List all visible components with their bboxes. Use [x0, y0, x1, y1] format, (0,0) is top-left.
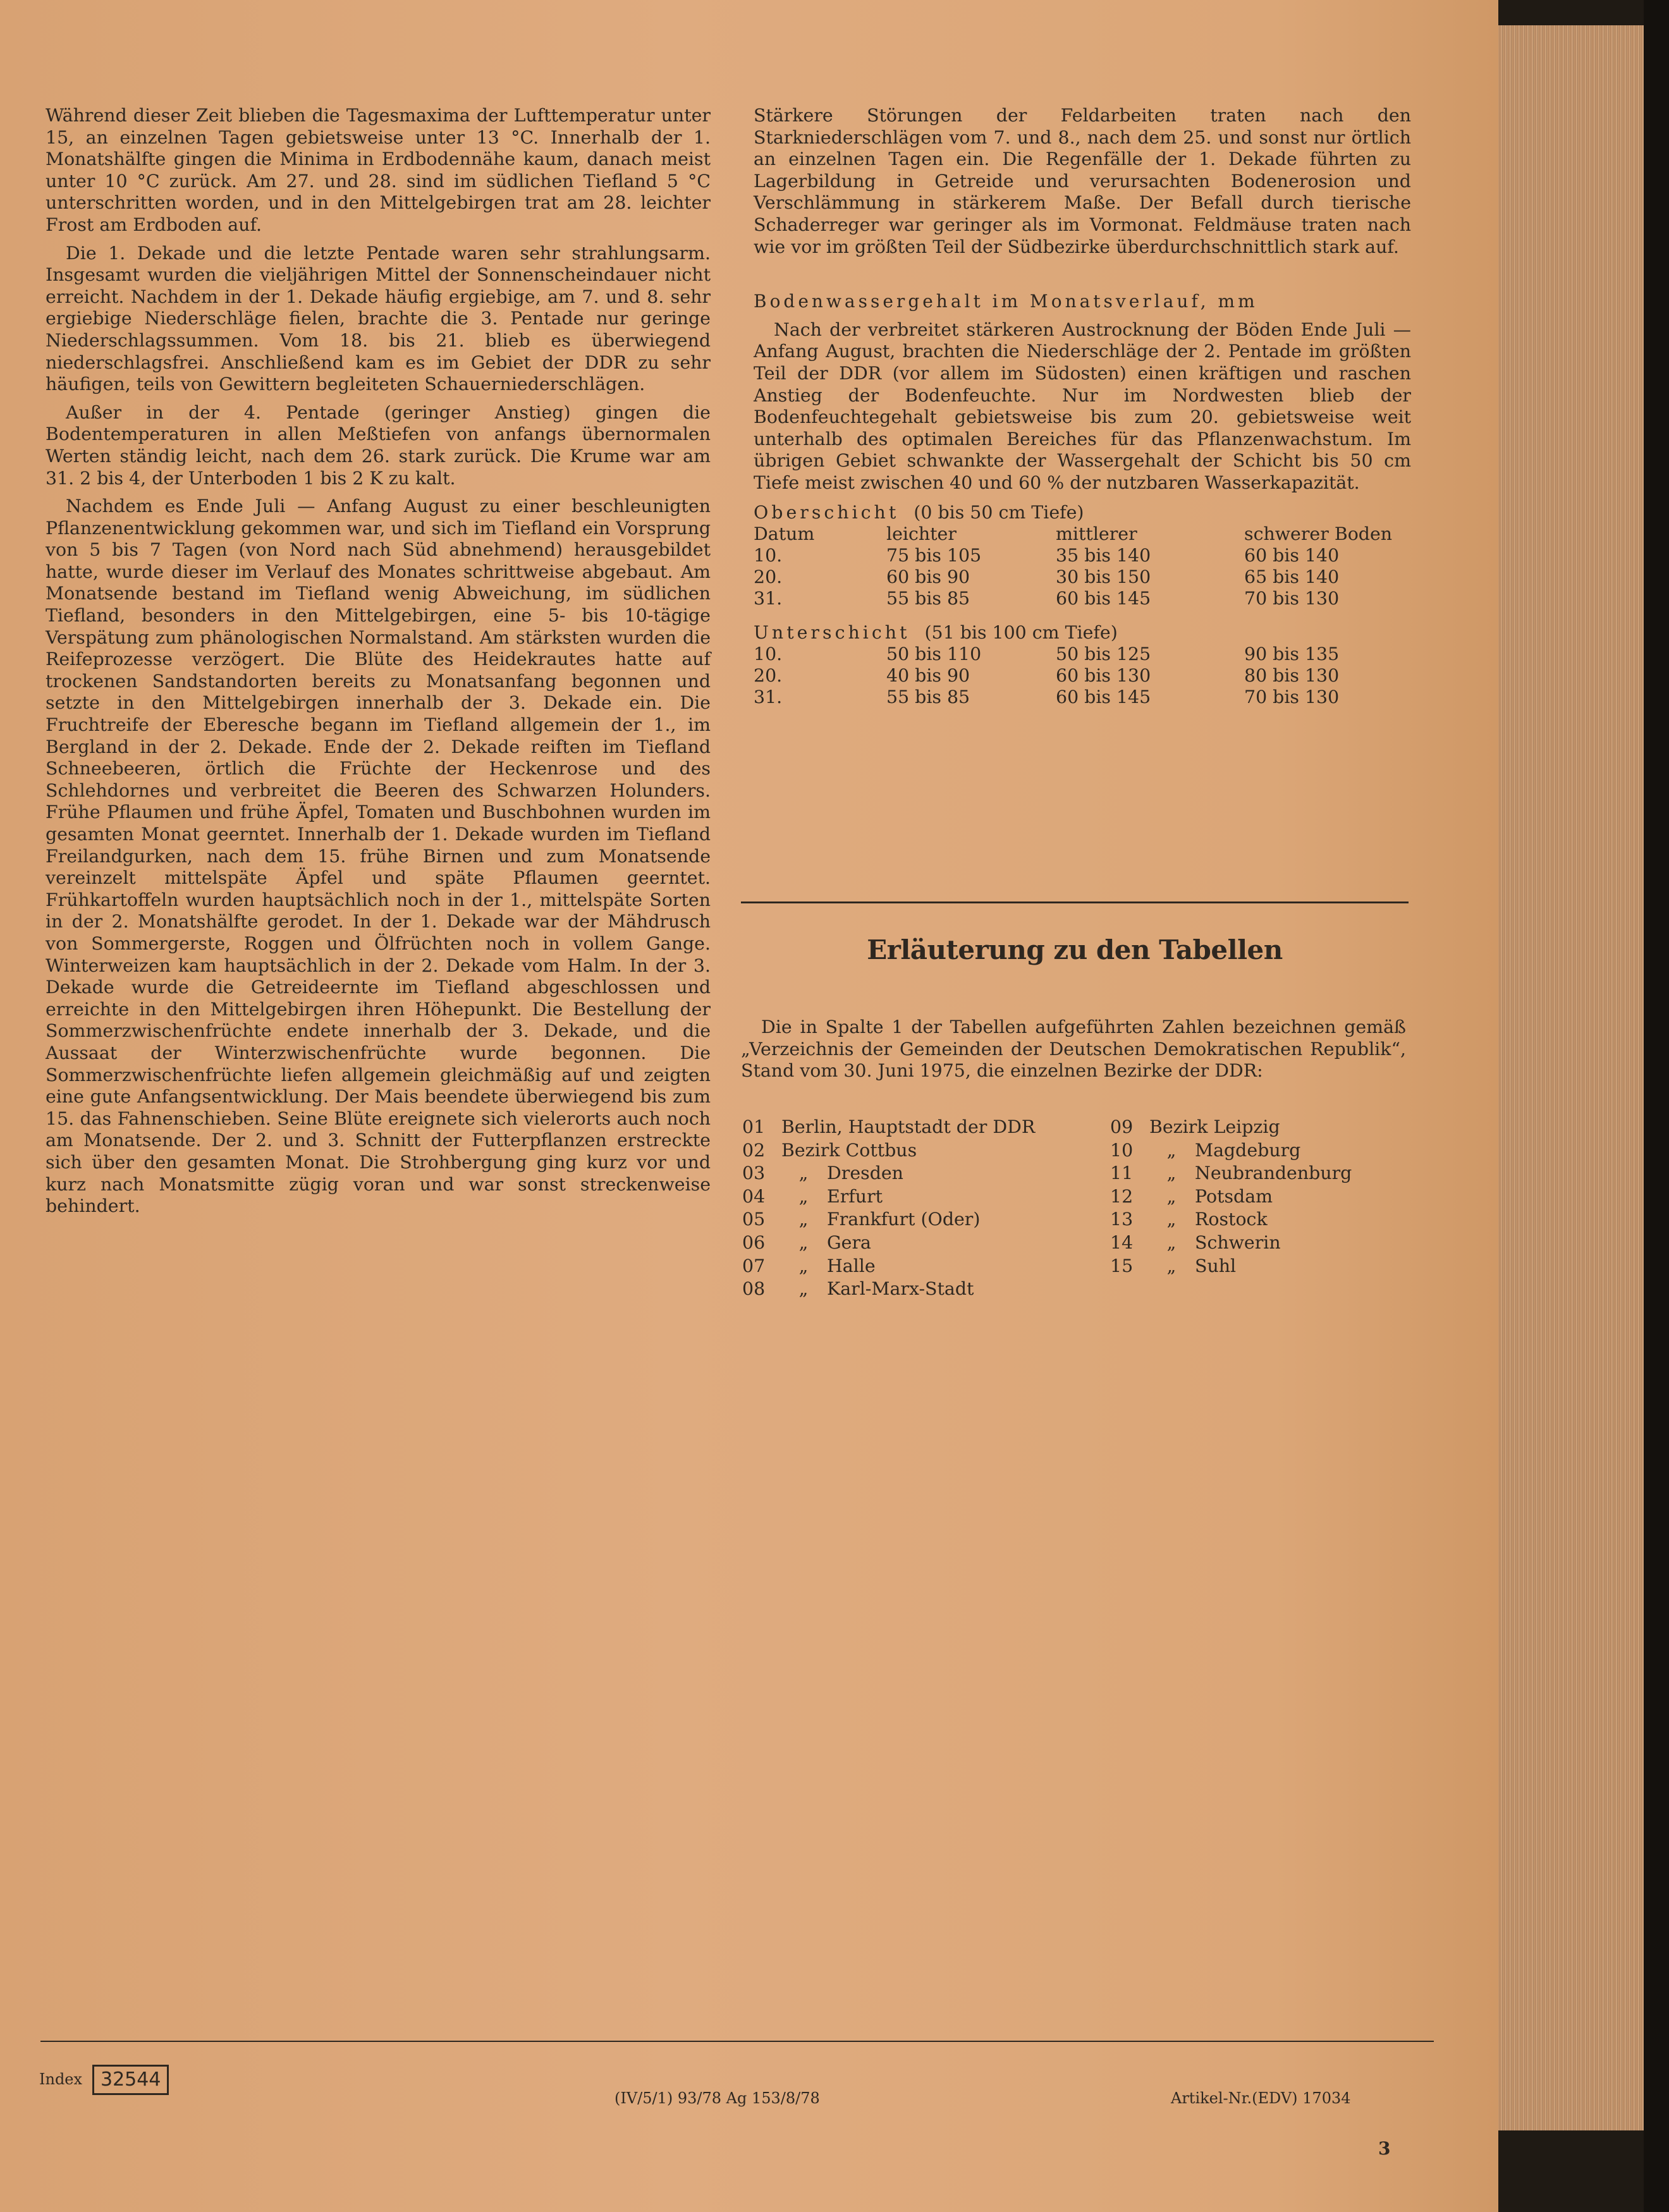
district-name: Potsdam: [1195, 1185, 1273, 1207]
district-name: Berlin, Hauptstadt der DDR: [781, 1116, 1036, 1137]
table-cell: 70 bis 130: [1244, 686, 1340, 707]
list-item: [742, 1186, 1035, 1208]
paragraph: Während dieser Zeit blieben die Tagesmaxima der Lufttemperatur unter 15, an einzelnen Tagen gebietsweise unter 13 °C. Innerhalb der 1. Monatshälfte gingen die Minima in Erdbodennähe kaum, danach meist unter 10 °C zurück. Am 27. und 28. sind im südlichen Tiefland 5 °C unterschritten worden, und in den Mittelgebirgen trat am 28. leichter Frost am Erdboden auf.: [46, 105, 711, 235]
district-name: Schwerin: [1195, 1231, 1281, 1253]
column-header: leichter: [886, 523, 957, 544]
left-text-column: [46, 105, 711, 1224]
upper-layer-depth: (0 bis 50 cm Tiefe): [914, 501, 1084, 523]
table-row: [754, 566, 1411, 588]
ditto-mark: „: [798, 1185, 809, 1207]
paragraph: Außer in der 4. Pentade (geringer Anstieg) gingen die Bodentemperaturen in allen Meßtiefen von anfangs übernormalen Werten ständig leicht, nach dem 26. stark zurück. Die Krume war am 31. 2 bis 4, der Unterboden 1 bis 2 K zu kalt.: [46, 401, 711, 489]
ditto-mark: „: [798, 1231, 809, 1253]
scan-background: [1644, 0, 1669, 2212]
table-cell: 55 bis 85: [886, 587, 970, 609]
table-cell: 20.: [754, 566, 783, 587]
lower-layer-depth: (51 bis 100 cm Tiefe): [924, 621, 1118, 643]
list-item: [742, 1256, 1035, 1278]
district-number: 08: [742, 1278, 766, 1300]
district-name: Bezirk Leipzig: [1149, 1116, 1280, 1137]
list-item: [742, 1232, 1035, 1254]
district-number: 14: [1110, 1231, 1134, 1253]
lower-layer-label: Unterschicht: [754, 621, 910, 643]
list-item: [1110, 1186, 1352, 1208]
district-list: [741, 1115, 1036, 1302]
table-row: [754, 644, 1411, 665]
district-number: 06: [742, 1231, 766, 1253]
upper-layer-label: Oberschicht: [754, 501, 900, 523]
district-list: [1109, 1115, 1353, 1278]
ditto-mark: „: [1166, 1209, 1177, 1230]
table-cell: 80 bis 130: [1244, 664, 1340, 686]
paragraph: Nachdem es Ende Juli — Anfang August zu einer beschleunigten Pflanzenentwicklung gekommen war, und sich im Tiefland ein Vorsprung von 5 bis 7 Tagen (von Nord nach Süd abnehmend) herausgebildet hatte, wurde dieser im Verlauf des Monates schrittweise abgebaut. Am Monatsende bestand im Tiefland wenig Abweichung, im südlichen Tiefland, besonders in den Mittelgebirgen, eine 5- bis 10-tägige Verspätung zum phänologischen Normalstand. Am stärksten wurden die Reifeprozesse verzögert. Die Blüte des Heidekrautes hatte auf trockenen Sandstandorten bereits zu Monatsanfang begonnen und setzte in den Mittelgebirgen innerhalb der 3. Dekade ein. Die Fruchtreife der Eberesche begann im Tiefland allgemein der 1., im Bergland in der 2. Dekade. Ende der 2. Dekade reiften im Tiefland Schneebeeren, örtlich die Früchte der Heckenrose und des Schlehdornes und verbreitet die Beeren des Schwarzen Holunders. Frühe Pflaumen und frühe Äpfel, Tomaten und Buschbohnen wurden im gesamten Monat geerntet. Innerhalb der 1. Dekade wurden im Tiefland Freilandgurken, nach dem 15. frühe Birnen und zum Monatsende vereinzelt mittelspäte Äpfel und späte Pflaumen geerntet. Frühkartoffeln wurden hauptsächlich noch in der 1., mittelspäte Sorten in der 2. Monatshälfte gerodet. In der 1. Dekade war der Mähdrusch von Sommergerste, Roggen und Ölfrüchten noch in vollem Gange. Winterweizen kam hauptsächlich in der 2. Dekade vom Halm. In der 3. Dekade wurde die Getreideernte im Tiefland abgeschlossen und erreichte in den Mittelgebirgen ihren Höhepunkt. Die Bestellung der Sommerzwischenfrüchte endete innerhalb der 3. Dekade, und die Aussaat der Winterzwischenfrüchte wurde begonnen. Die Sommerzwischenfrüchte liefen allgemein gleichmäßig auf und zeigten eine gute Anfangsentwicklung. Der Mais beendete überwiegend bis zum 15. das Fahnenschieben. Seine Blüte ereignete sich vielerorts auch noch am Monatsende. Der 2. und 3. Schnitt der Futterpflanzen erstreckte sich über den gesamten Monat. Die Strohbergung ging kurz vor und kurz nach Monatsmitte zügig voran und war sonst streckenweise behindert.: [46, 496, 711, 1217]
table-cell: 40 bis 90: [886, 664, 970, 686]
district-number: 03: [742, 1163, 766, 1184]
lower-layer-caption: [754, 622, 1411, 644]
table-cell: 65 bis 140: [1244, 566, 1340, 587]
table-row: [754, 687, 1411, 708]
column-header: schwerer Boden: [1244, 523, 1393, 544]
table-cell: 55 bis 85: [886, 686, 970, 707]
page-number: 3: [1378, 2138, 1391, 2159]
index-number-box: 32544: [92, 2065, 169, 2095]
district-name: Frankfurt (Oder): [827, 1209, 981, 1230]
legend-title: Erläuterung zu den Tabellen: [867, 934, 1283, 965]
table-cell: 60 bis 145: [1056, 686, 1151, 707]
legend-intro: [741, 1017, 1406, 1082]
district-number: 02: [742, 1139, 766, 1161]
table-cell: 50 bis 125: [1056, 643, 1151, 664]
district-name: Karl-Marx-Stadt: [827, 1278, 974, 1300]
section-divider: [741, 901, 1409, 903]
book-page-edges: [1498, 25, 1645, 2130]
ditto-mark: „: [798, 1278, 809, 1300]
district-number: 12: [1110, 1185, 1134, 1207]
district-name: Halle: [827, 1255, 876, 1276]
article-number: Artikel-Nr.(EDV) 17034: [1171, 2089, 1351, 2107]
table-cell: 50 bis 110: [886, 643, 982, 664]
table-cell: 60 bis 145: [1056, 587, 1151, 609]
list-item: [1110, 1256, 1352, 1278]
paragraph: Nach der verbreitet stärkeren Austrocknung der Böden Ende Juli — Anfang August, brachten die Niederschläge der 2. Pentade im größten Teil der DDR (vor allem im Südosten) einen kräftigen und raschen Anstieg der Bodenfeuchte. Nur im Nordwesten blieb der Bodenfeuchtegehalt gebietsweise bis zum 20. gebietsweise weit unterhalb des optimalen Bereiches für das Pflanzenwachstum. Im übrigen Gebiet schwankte der Wassergehalt der Schicht bis 50 cm Tiefe meist zwischen 40 und 60 % der nutzbaren Wasserkapazität.: [754, 319, 1411, 493]
district-name: Gera: [827, 1231, 871, 1253]
table-cell: 31.: [754, 686, 783, 707]
district-name: Bezirk Cottbus: [781, 1139, 917, 1161]
district-number: 15: [1110, 1255, 1134, 1276]
list-item: [742, 1209, 1035, 1231]
ditto-mark: „: [798, 1255, 809, 1276]
ditto-mark: „: [1166, 1163, 1177, 1184]
list-item: [1110, 1163, 1352, 1185]
table-cell: 35 bis 140: [1056, 544, 1151, 566]
table-cell: 60 bis 130: [1056, 664, 1151, 686]
index-label: Index: [39, 2070, 83, 2088]
table-cell: 75 bis 105: [886, 544, 982, 566]
district-number: 01: [742, 1116, 766, 1137]
list-item: [742, 1116, 1035, 1139]
district-number: 13: [1110, 1209, 1134, 1230]
list-item: [1110, 1232, 1352, 1254]
ditto-mark: „: [1166, 1231, 1177, 1253]
ditto-mark: „: [798, 1209, 809, 1230]
table-cell: 10.: [754, 643, 783, 664]
list-item: [1110, 1140, 1352, 1162]
table-cell: 20.: [754, 664, 783, 686]
district-name: Suhl: [1195, 1255, 1237, 1276]
district-number: 05: [742, 1209, 766, 1230]
table-cell: 31.: [754, 587, 783, 609]
column-header: Datum: [754, 523, 815, 544]
ditto-mark: „: [1166, 1185, 1177, 1207]
district-number: 07: [742, 1255, 766, 1276]
table-header-row: [754, 523, 1411, 545]
list-item: [1110, 1209, 1352, 1231]
list-item: [1110, 1116, 1352, 1139]
district-number: 10: [1110, 1139, 1134, 1161]
list-item: [742, 1163, 1035, 1185]
table-cell: 60 bis 140: [1244, 544, 1340, 566]
table-row: [754, 665, 1411, 687]
district-number: 09: [1110, 1116, 1134, 1137]
table-cell: 10.: [754, 544, 783, 566]
issue-reference: (IV/5/1) 93/78 Ag 153/8/78: [614, 2089, 820, 2107]
upper-layer-caption: [754, 502, 1411, 523]
list-item: [742, 1278, 1035, 1300]
right-text-column: [754, 105, 1411, 708]
list-item: [742, 1140, 1035, 1162]
district-name: Rostock: [1195, 1209, 1268, 1230]
column-header: mittlerer: [1056, 523, 1137, 544]
district-name: Neubrandenburg: [1195, 1163, 1352, 1184]
ditto-mark: „: [1166, 1255, 1177, 1276]
footer-divider: [40, 2041, 1434, 2042]
district-name: Magdeburg: [1195, 1139, 1301, 1161]
district-number: 11: [1110, 1163, 1134, 1184]
paragraph: Stärkere Störungen der Feldarbeiten traten nach den Starkniederschlägen vom 7. und 8., nach dem 25. und sonst nur örtlich an einzelnen Tagen ein. Die Regenfälle der 1. Dekade führten zu Lagerbildung in Getreide und verursachten Bodenerosion und Verschlämmung in stärkerem Maße. Der Befall durch tierische Schaderreger war geringer als im Vormonat. Feldmäuse traten nach wie vor im größten Teil der Südbezirke überdurchschnittlich stark auf.: [754, 105, 1411, 257]
table-row: [754, 588, 1411, 609]
table-cell: 90 bis 135: [1244, 643, 1340, 664]
district-name: Erfurt: [827, 1185, 883, 1207]
table-cell: 30 bis 150: [1056, 566, 1151, 587]
soil-water-heading: Bodenwassergehalt im Monatsverlauf, mm: [754, 291, 1258, 312]
district-name: Dresden: [827, 1163, 903, 1184]
paragraph: Die in Spalte 1 der Tabellen aufgeführten Zahlen bezeichnen gemäß „Verzeichnis der Gemeinden der Deutschen Demokratischen Republik“, Stand vom 30. Juni 1975, die einzelnen Bezirke der DDR:: [741, 1017, 1406, 1082]
district-number: 04: [742, 1185, 766, 1207]
table-cell: 60 bis 90: [886, 566, 970, 587]
table-cell: 70 bis 130: [1244, 587, 1340, 609]
ditto-mark: „: [1166, 1139, 1177, 1161]
paragraph: Die 1. Dekade und die letzte Pentade waren sehr strahlungsarm. Insgesamt wurden die vieljährigen Mittel der Sonnenscheindauer nicht erreicht. Nachdem in der 1. Dekade häufig ergiebige, am 7. und 8. sehr ergiebige Niederschläge fielen, brachte die 3. Pentade nur geringe Niederschlagssummen. Vom 18. bis 21. blieb es überwiegend niederschlagsfrei. Anschließend kam es im Gebiet der DDR zu sehr häufigen, teils von Gewittern begleiteten Schauerniederschlägen.: [46, 242, 711, 395]
soil-water-table: [754, 502, 1411, 708]
table-row: [754, 545, 1411, 566]
ditto-mark: „: [798, 1163, 809, 1184]
